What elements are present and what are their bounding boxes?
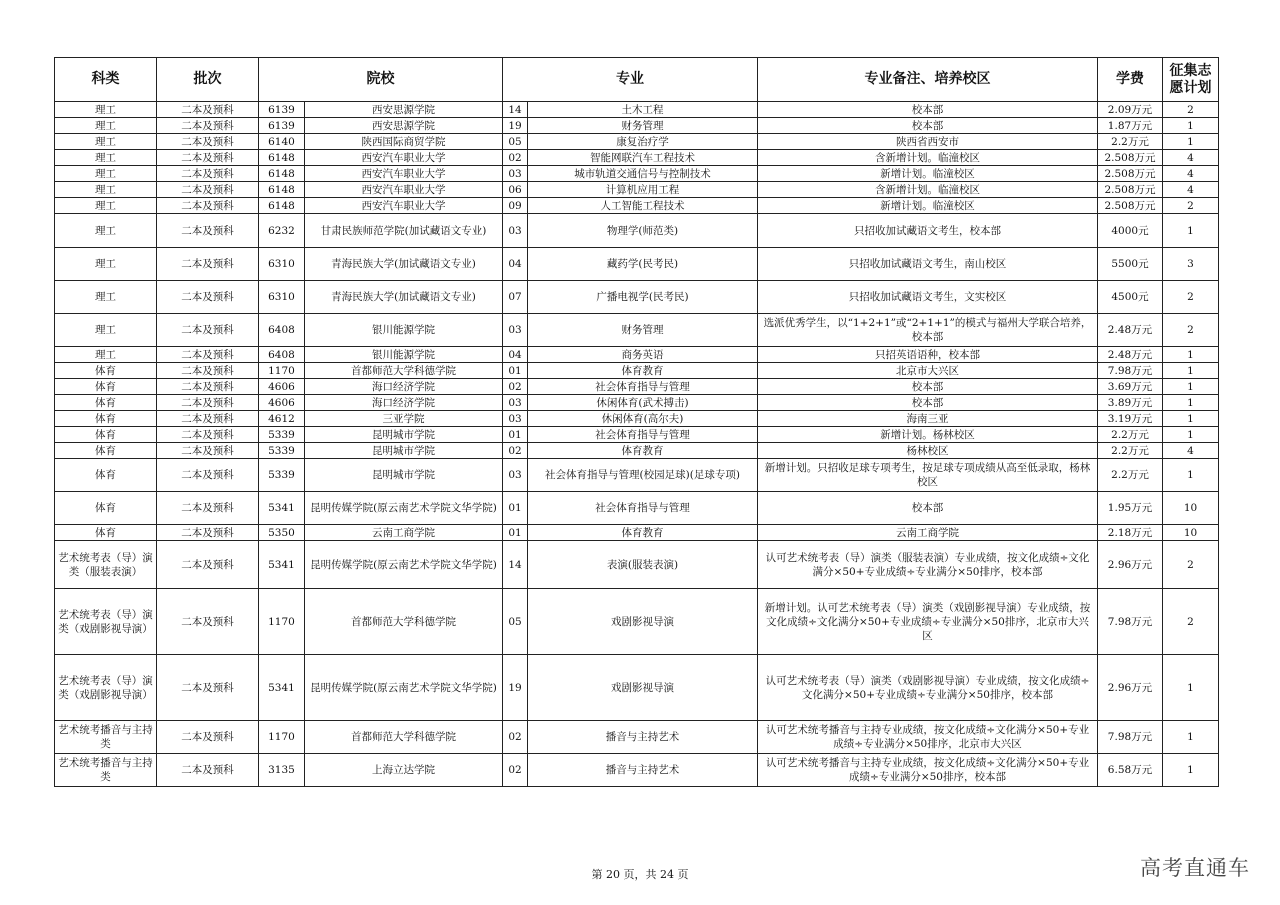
table-row [55,541,1219,589]
school-name-cell: 西安汽车职业大学 [305,182,503,198]
table-row [55,443,1219,459]
major-name-cell: 财务管理 [528,118,758,134]
plan-cell: 1 [1163,347,1219,363]
batch-cell: 二本及预科 [157,459,259,492]
fee-cell: 2.508万元 [1098,166,1163,182]
school-code-cell: 5341 [259,541,305,589]
major-code-cell: 02 [503,379,528,395]
notes-cell: 新增计划。杨林校区 [758,427,1098,443]
school-code-cell: 5339 [259,459,305,492]
fee-cell: 2.2万元 [1098,134,1163,150]
plan-cell: 1 [1163,118,1219,134]
fee-cell: 2.508万元 [1098,198,1163,214]
major-code-cell: 14 [503,541,528,589]
batch-cell: 二本及预科 [157,363,259,379]
school-name-cell: 西安思源学院 [305,118,503,134]
major-name-cell: 休闲体育(高尔夫) [528,411,758,427]
category-cell: 理工 [55,198,157,214]
major-name-cell: 财务管理 [528,314,758,347]
table-row [55,379,1219,395]
table-row [55,182,1219,198]
table-row [55,314,1219,347]
batch-cell: 二本及预科 [157,427,259,443]
notes-cell: 校本部 [758,379,1098,395]
plan-cell: 1 [1163,655,1219,721]
plan-cell: 10 [1163,525,1219,541]
notes-cell: 认可艺术统考播音与主持专业成绩，按文化成绩÷文化满分×50+专业成绩÷专业满分×50排序，北京市大兴区 [758,721,1098,754]
major-name-cell: 播音与主持艺术 [528,754,758,787]
notes-cell: 含新增计划。临潼校区 [758,150,1098,166]
fee-cell: 3.19万元 [1098,411,1163,427]
school-code-cell: 4606 [259,379,305,395]
table-row [55,150,1219,166]
fee-cell: 3.89万元 [1098,395,1163,411]
batch-cell: 二本及预科 [157,134,259,150]
watermark: 高考直通车 [1140,856,1250,880]
fee-cell: 2.508万元 [1098,150,1163,166]
notes-cell: 认可艺术统考表（导）演类（戏剧影视导演）专业成绩，按文化成绩÷文化满分×50+专业成绩÷专业满分×50排序，校本部 [758,655,1098,721]
plan-cell: 2 [1163,314,1219,347]
notes-cell: 只招收加试藏语文考生，南山校区 [758,248,1098,281]
school-code-cell: 6232 [259,214,305,248]
batch-cell: 二本及预科 [157,525,259,541]
table-row [55,589,1219,655]
school-code-cell: 6148 [259,182,305,198]
fee-cell: 2.18万元 [1098,525,1163,541]
fee-cell: 2.2万元 [1098,459,1163,492]
batch-cell: 二本及预科 [157,655,259,721]
school-name-cell: 昆明传媒学院(原云南艺术学院文华学院) [305,492,503,525]
school-name-cell: 三亚学院 [305,411,503,427]
header-major: 专业 [503,58,758,102]
school-code-cell: 6408 [259,347,305,363]
header-plan: 征集志愿计划 [1163,58,1219,102]
batch-cell: 二本及预科 [157,281,259,314]
category-cell: 理工 [55,102,157,118]
major-name-cell: 休闲体育(武术搏击) [528,395,758,411]
plan-cell: 2 [1163,102,1219,118]
school-name-cell: 昆明传媒学院(原云南艺术学院文华学院) [305,541,503,589]
fee-cell: 2.2万元 [1098,427,1163,443]
school-name-cell: 海口经济学院 [305,395,503,411]
batch-cell: 二本及预科 [157,214,259,248]
batch-cell: 二本及预科 [157,118,259,134]
table-row [55,198,1219,214]
category-cell: 艺术统考播音与主持类 [55,721,157,754]
plan-cell: 10 [1163,492,1219,525]
major-code-cell: 02 [503,721,528,754]
table-row [55,102,1219,118]
table-row [55,721,1219,754]
table-row [55,411,1219,427]
major-code-cell: 01 [503,363,528,379]
school-code-cell: 5341 [259,492,305,525]
plan-cell: 1 [1163,721,1219,754]
plan-cell: 1 [1163,379,1219,395]
major-code-cell: 06 [503,182,528,198]
category-cell: 理工 [55,182,157,198]
table-row [55,248,1219,281]
table-row [55,395,1219,411]
category-cell: 体育 [55,443,157,459]
plan-cell: 1 [1163,214,1219,248]
plan-cell: 4 [1163,182,1219,198]
category-cell: 体育 [55,427,157,443]
fee-cell: 2.09万元 [1098,102,1163,118]
batch-cell: 二本及预科 [157,379,259,395]
school-code-cell: 1170 [259,721,305,754]
plan-cell: 1 [1163,395,1219,411]
plan-cell: 4 [1163,166,1219,182]
major-name-cell: 物理学(师范类) [528,214,758,248]
fee-cell: 7.98万元 [1098,589,1163,655]
admission-table [54,57,1219,787]
school-name-cell: 甘肃民族师范学院(加试藏语文专业) [305,214,503,248]
major-name-cell: 社会体育指导与管理(校园足球)(足球专项) [528,459,758,492]
school-code-cell: 5339 [259,427,305,443]
plan-cell: 1 [1163,459,1219,492]
batch-cell: 二本及预科 [157,492,259,525]
major-name-cell: 社会体育指导与管理 [528,427,758,443]
school-name-cell: 云南工商学院 [305,525,503,541]
school-code-cell: 6139 [259,102,305,118]
major-code-cell: 19 [503,118,528,134]
major-name-cell: 商务英语 [528,347,758,363]
school-name-cell: 上海立达学院 [305,754,503,787]
batch-cell: 二本及预科 [157,102,259,118]
plan-cell: 1 [1163,754,1219,787]
plan-cell: 3 [1163,248,1219,281]
fee-cell: 2.2万元 [1098,443,1163,459]
school-name-cell: 青海民族大学(加试藏语文专业) [305,281,503,314]
major-name-cell: 土木工程 [528,102,758,118]
major-code-cell: 03 [503,395,528,411]
major-code-cell: 09 [503,198,528,214]
table-row [55,363,1219,379]
major-name-cell: 表演(服装表演) [528,541,758,589]
plan-cell: 1 [1163,427,1219,443]
notes-cell: 校本部 [758,102,1098,118]
school-name-cell: 首都师范大学科德学院 [305,589,503,655]
category-cell: 体育 [55,525,157,541]
school-name-cell: 首都师范大学科德学院 [305,363,503,379]
fee-cell: 4500元 [1098,281,1163,314]
major-name-cell: 体育教育 [528,363,758,379]
school-code-cell: 1170 [259,589,305,655]
header-fee: 学费 [1098,58,1163,102]
school-code-cell: 5339 [259,443,305,459]
school-name-cell: 昆明城市学院 [305,427,503,443]
major-code-cell: 19 [503,655,528,721]
category-cell: 艺术统考表（导）演类（戏剧影视导演） [55,589,157,655]
plan-cell: 2 [1163,589,1219,655]
category-cell: 理工 [55,134,157,150]
batch-cell: 二本及预科 [157,248,259,281]
notes-cell: 只招收加试藏语文考生，校本部 [758,214,1098,248]
table-row [55,492,1219,525]
plan-cell: 4 [1163,443,1219,459]
notes-cell: 云南工商学院 [758,525,1098,541]
major-name-cell: 智能网联汽车工程技术 [528,150,758,166]
header-batch: 批次 [157,58,259,102]
major-name-cell: 计算机应用工程 [528,182,758,198]
major-name-cell: 康复治疗学 [528,134,758,150]
plan-cell: 1 [1163,134,1219,150]
major-name-cell: 播音与主持艺术 [528,721,758,754]
fee-cell: 1.95万元 [1098,492,1163,525]
notes-cell: 校本部 [758,118,1098,134]
notes-cell: 含新增计划。临潼校区 [758,182,1098,198]
fee-cell: 2.48万元 [1098,347,1163,363]
category-cell: 理工 [55,281,157,314]
category-cell: 体育 [55,459,157,492]
notes-cell: 海南三亚 [758,411,1098,427]
notes-cell: 新增计划。临潼校区 [758,198,1098,214]
major-code-cell: 01 [503,525,528,541]
major-code-cell: 03 [503,459,528,492]
category-cell: 体育 [55,379,157,395]
major-code-cell: 01 [503,492,528,525]
batch-cell: 二本及预科 [157,150,259,166]
major-name-cell: 藏药学(民考民) [528,248,758,281]
school-name-cell: 昆明城市学院 [305,443,503,459]
category-cell: 理工 [55,248,157,281]
school-name-cell: 银川能源学院 [305,347,503,363]
major-code-cell: 02 [503,150,528,166]
major-code-cell: 02 [503,443,528,459]
batch-cell: 二本及预科 [157,411,259,427]
major-code-cell: 03 [503,411,528,427]
major-code-cell: 04 [503,248,528,281]
fee-cell: 3.69万元 [1098,379,1163,395]
notes-cell: 选派优秀学生，以“1+2+1”或“2+1+1”的模式与福州大学联合培养，校本部 [758,314,1098,347]
table-row [55,166,1219,182]
header-notes: 专业备注、培养校区 [758,58,1098,102]
notes-cell: 认可艺术统考播音与主持专业成绩，按文化成绩÷文化满分×50+专业成绩÷专业满分×50排序，校本部 [758,754,1098,787]
school-code-cell: 6139 [259,118,305,134]
major-name-cell: 城市轨道交通信号与控制技术 [528,166,758,182]
notes-cell: 认可艺术统考表（导）演类（服装表演）专业成绩，按文化成绩÷文化满分×50+专业成绩÷专业满分×50排序，校本部 [758,541,1098,589]
batch-cell: 二本及预科 [157,182,259,198]
notes-cell: 只招英语语种，校本部 [758,347,1098,363]
table-row [55,281,1219,314]
category-cell: 体育 [55,492,157,525]
category-cell: 体育 [55,363,157,379]
major-code-cell: 04 [503,347,528,363]
school-code-cell: 5350 [259,525,305,541]
fee-cell: 2.96万元 [1098,541,1163,589]
major-code-cell: 14 [503,102,528,118]
school-name-cell: 西安汽车职业大学 [305,150,503,166]
plan-cell: 1 [1163,411,1219,427]
major-name-cell: 体育教育 [528,443,758,459]
batch-cell: 二本及预科 [157,443,259,459]
table-row [55,525,1219,541]
school-code-cell: 6310 [259,248,305,281]
fee-cell: 7.98万元 [1098,721,1163,754]
school-name-cell: 昆明城市学院 [305,459,503,492]
major-code-cell: 07 [503,281,528,314]
school-code-cell: 4606 [259,395,305,411]
fee-cell: 2.48万元 [1098,314,1163,347]
fee-cell: 5500元 [1098,248,1163,281]
category-cell: 理工 [55,214,157,248]
plan-cell: 2 [1163,541,1219,589]
school-name-cell: 西安汽车职业大学 [305,166,503,182]
batch-cell: 二本及预科 [157,314,259,347]
batch-cell: 二本及预科 [157,166,259,182]
header-school: 院校 [259,58,503,102]
fee-cell: 6.58万元 [1098,754,1163,787]
major-name-cell: 体育教育 [528,525,758,541]
batch-cell: 二本及预科 [157,347,259,363]
category-cell: 理工 [55,314,157,347]
notes-cell: 校本部 [758,395,1098,411]
table-row [55,347,1219,363]
notes-cell: 校本部 [758,492,1098,525]
school-code-cell: 6140 [259,134,305,150]
category-cell: 艺术统考表（导）演类（戏剧影视导演） [55,655,157,721]
school-code-cell: 4612 [259,411,305,427]
school-name-cell: 银川能源学院 [305,314,503,347]
major-name-cell: 人工智能工程技术 [528,198,758,214]
batch-cell: 二本及预科 [157,198,259,214]
table-row [55,427,1219,443]
school-code-cell: 6148 [259,198,305,214]
category-cell: 艺术统考播音与主持类 [55,754,157,787]
table-row [55,754,1219,787]
major-name-cell: 戏剧影视导演 [528,589,758,655]
major-name-cell: 戏剧影视导演 [528,655,758,721]
major-name-cell: 广播电视学(民考民) [528,281,758,314]
notes-cell: 杨林校区 [758,443,1098,459]
batch-cell: 二本及预科 [157,395,259,411]
school-name-cell: 青海民族大学(加试藏语文专业) [305,248,503,281]
fee-cell: 4000元 [1098,214,1163,248]
school-code-cell: 6408 [259,314,305,347]
school-code-cell: 6310 [259,281,305,314]
major-name-cell: 社会体育指导与管理 [528,379,758,395]
school-name-cell: 陕西国际商贸学院 [305,134,503,150]
notes-cell: 陕西省西安市 [758,134,1098,150]
school-name-cell: 首都师范大学科德学院 [305,721,503,754]
major-code-cell: 02 [503,754,528,787]
table-row [55,134,1219,150]
category-cell: 体育 [55,411,157,427]
school-code-cell: 6148 [259,150,305,166]
plan-cell: 1 [1163,363,1219,379]
table-row [55,459,1219,492]
header-row [55,58,1219,102]
notes-cell: 新增计划。只招收足球专项考生，按足球专项成绩从高至低录取，杨林校区 [758,459,1098,492]
major-code-cell: 03 [503,314,528,347]
category-cell: 理工 [55,347,157,363]
major-code-cell: 03 [503,214,528,248]
school-name-cell: 西安汽车职业大学 [305,198,503,214]
major-name-cell: 社会体育指导与管理 [528,492,758,525]
school-name-cell: 海口经济学院 [305,379,503,395]
fee-cell: 2.96万元 [1098,655,1163,721]
fee-cell: 2.508万元 [1098,182,1163,198]
category-cell: 理工 [55,166,157,182]
school-code-cell: 6148 [259,166,305,182]
school-name-cell: 西安思源学院 [305,102,503,118]
category-cell: 理工 [55,118,157,134]
page-number: 第 20 页，共 24 页 [591,868,689,881]
notes-cell: 新增计划。认可艺术统考表（导）演类（戏剧影视导演）专业成绩，按文化成绩÷文化满分×50+专业成绩÷专业满分×50排序，北京市大兴区 [758,589,1098,655]
table-row [55,118,1219,134]
batch-cell: 二本及预科 [157,541,259,589]
notes-cell: 只招收加试藏语文考生，文实校区 [758,281,1098,314]
major-code-cell: 03 [503,166,528,182]
major-code-cell: 01 [503,427,528,443]
table-row [55,214,1219,248]
fee-cell: 1.87万元 [1098,118,1163,134]
category-cell: 理工 [55,150,157,166]
category-cell: 体育 [55,395,157,411]
major-code-cell: 05 [503,589,528,655]
school-code-cell: 1170 [259,363,305,379]
plan-cell: 2 [1163,281,1219,314]
category-cell: 艺术统考表（导）演类（服装表演） [55,541,157,589]
notes-cell: 新增计划。临潼校区 [758,166,1098,182]
batch-cell: 二本及预科 [157,721,259,754]
table-row [55,655,1219,721]
school-name-cell: 昆明传媒学院(原云南艺术学院文华学院) [305,655,503,721]
batch-cell: 二本及预科 [157,589,259,655]
school-code-cell: 5341 [259,655,305,721]
plan-cell: 4 [1163,150,1219,166]
school-code-cell: 3135 [259,754,305,787]
major-code-cell: 05 [503,134,528,150]
notes-cell: 北京市大兴区 [758,363,1098,379]
batch-cell: 二本及预科 [157,754,259,787]
plan-cell: 2 [1163,198,1219,214]
header-category: 科类 [55,58,157,102]
fee-cell: 7.98万元 [1098,363,1163,379]
